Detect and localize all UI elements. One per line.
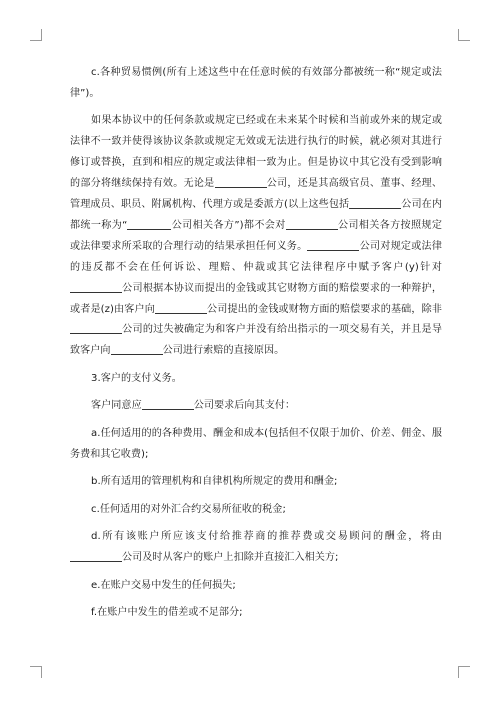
list-item-b [70, 472, 442, 493]
paragraph-text: d.所有该账户所应该支付给推荐商的推荐费或交易顾问的酬金，将由 [91, 531, 442, 543]
list-item-d [70, 527, 442, 569]
paragraph-text: c.任何适用的对外汇合约交易所征收的税金; [91, 503, 286, 515]
crop-mark-bottom-right-h [458, 666, 470, 667]
paragraph-conflict-clause [70, 111, 442, 362]
blank-field[interactable] [215, 176, 267, 188]
blank-field[interactable] [70, 281, 122, 293]
paragraph-text: 3.客户的支付义务。 [91, 372, 182, 384]
paragraph-text: f.在账户中发生的借差或不足部分; [91, 607, 243, 619]
blank-field[interactable] [142, 398, 194, 410]
paragraph-text: 公司相关各方”)都不会对 [171, 219, 286, 231]
crop-mark-bottom-left-v [41, 666, 42, 678]
blank-field[interactable] [286, 218, 338, 230]
paragraph-text: 公司根据本协议而提出的金钱或其它财物方面的赔偿要求的一种辩护，或者是(z)由客户向 [70, 282, 442, 315]
paragraph-text: 公司的过失被确定为和客户并没有给出指示的一项交易有关，并且是导致客户向 [70, 324, 442, 357]
crop-mark-top-left-v [41, 29, 42, 41]
blank-field[interactable] [70, 550, 122, 562]
section-heading-payment-obligation [70, 369, 442, 390]
paragraph-text: 公司，还是其高级官员、董事、经理、管理成员、职员、附属机构、代理方或是委派方(以上这些包括 [70, 178, 442, 211]
paragraph-text: b.所有适用的管理机构和自律机构所规定的费用和酬金; [91, 476, 338, 488]
blank-field[interactable] [307, 239, 359, 251]
paragraph-text: a.任何适用的的各种费用、酬金和成本(包括但不仅限于加价、价差、佣金、服务费和其它收费); [70, 427, 442, 460]
paragraph-trade-practice [70, 63, 442, 105]
paragraph-text: 如果本协议中的任何条款或规定已经或在未来某个时候和当前或外来的规定或法律不一致并使得该协议条款或规定无效或无法进行执行的时候，就必须对其进行修订或替换，直到和相应的规定或法律相一致为止。但是协议中其它没有受到影响的部分将继续保持有效。无论是 [70, 115, 442, 190]
list-item-e [70, 576, 442, 597]
blank-field[interactable] [349, 197, 401, 209]
paragraph-text: 公司对规定或法律的违反都不会在任何诉讼、理赔、仲裁或其它法律程序中赋予客户(y)针对 [70, 240, 442, 273]
paragraph-text: 公司提出的金钱或财物方面的赔偿要求的基础，除非 [206, 303, 442, 315]
list-item-a [70, 424, 442, 466]
blank-field[interactable] [111, 343, 163, 355]
crop-mark-bottom-right-v [458, 666, 459, 678]
paragraph-text: 公司相关各方按照规定或法律要求所采取的合理行动的结果承担任何义务。 [70, 219, 442, 252]
paragraph-text: 公司要求后向其支付： [193, 400, 296, 412]
paragraph-text: 客户同意应 [91, 400, 142, 412]
paragraph-text: 公司进行索赔的直接原因。 [162, 345, 285, 357]
document-body [70, 63, 442, 631]
blank-field[interactable] [155, 302, 207, 314]
paragraph-text: 公司在内都统一称为“ [70, 199, 443, 231]
list-item-c [70, 500, 442, 521]
blank-field[interactable] [127, 218, 171, 230]
paragraph-text: c.各种贸易惯例(所有上述这些中在任意时候的有效部分都被统一称“规定或法律”)。 [70, 67, 442, 99]
list-item-f [70, 603, 442, 624]
crop-mark-top-right-h [458, 40, 470, 41]
paragraph-client-agrees [70, 396, 442, 417]
paragraph-text: 公司及时从客户的账户上扣除并直接汇入相关方; [122, 552, 339, 564]
crop-mark-top-right-v [458, 29, 459, 41]
paragraph-text: e.在账户交易中发生的任何损失; [91, 579, 236, 591]
blank-field[interactable] [70, 322, 122, 334]
